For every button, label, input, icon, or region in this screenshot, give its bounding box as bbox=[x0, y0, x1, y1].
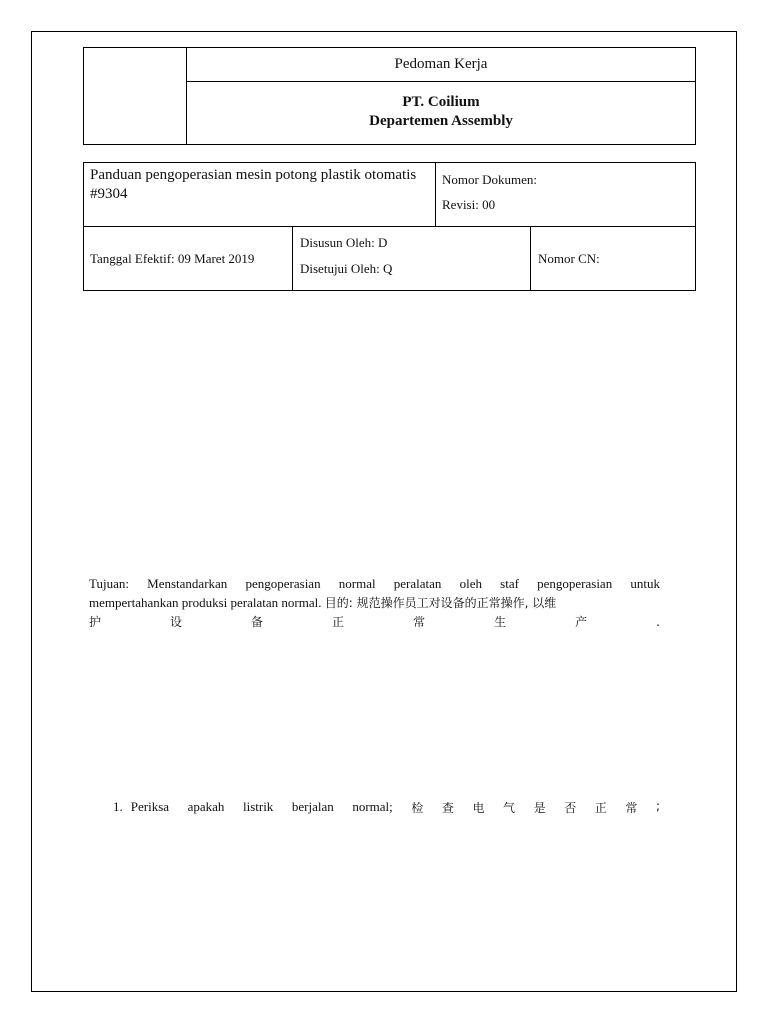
revision-label: Revisi: 00 bbox=[442, 197, 496, 212]
purpose-char: 正 bbox=[332, 615, 345, 629]
department-name: Departemen Assembly bbox=[369, 113, 513, 129]
purpose-line-1: Tujuan: Menstandarkan pengoperasian normal peralatan oleh staf pengoperasian untuk bbox=[89, 576, 660, 591]
purpose-char: 生 bbox=[494, 615, 507, 629]
authors-cell bbox=[294, 227, 531, 290]
company-name: PT. Coilium bbox=[402, 94, 480, 110]
step-char: 否 bbox=[564, 801, 577, 815]
purpose-char: 护 bbox=[89, 615, 102, 629]
step-char: 正 bbox=[594, 801, 607, 815]
purpose-char: 备 bbox=[251, 615, 264, 629]
purpose-char: 常 bbox=[413, 615, 426, 629]
step-char: 常 bbox=[625, 801, 638, 815]
step-number: 1. bbox=[113, 799, 123, 814]
cn-number: Nomor CN: bbox=[538, 250, 600, 266]
step-char: ; bbox=[655, 799, 660, 813]
approved-by: Disetujui Oleh: Q bbox=[300, 261, 393, 276]
header-table bbox=[83, 47, 696, 145]
info-row-1 bbox=[84, 163, 695, 227]
document-number-cell bbox=[437, 163, 695, 226]
document-title: Panduan pengoperasian mesin potong plastik otomatis #9304 bbox=[84, 163, 436, 226]
step-word: berjalan bbox=[291, 799, 334, 814]
purpose-line-2 bbox=[89, 593, 660, 613]
step-char: 检 bbox=[411, 801, 424, 815]
purpose-line-2-latin: mempertahankan produksi peralatan normal. bbox=[89, 595, 322, 610]
step-char: 查 bbox=[441, 801, 454, 815]
purpose-char: 设 bbox=[170, 615, 183, 629]
purpose-line-2-cjk: 目的: 规范操作员工对设备的正常操作, 以维 bbox=[324, 596, 557, 610]
step-char: 是 bbox=[533, 801, 546, 815]
step-word: Periksa bbox=[130, 799, 170, 814]
purpose-char: 产 bbox=[575, 615, 588, 629]
step-char: 气 bbox=[503, 801, 516, 815]
info-row-2 bbox=[84, 227, 695, 290]
effective-date: Tanggal Efektif: 09 Maret 2019 bbox=[84, 227, 293, 290]
logo-cell bbox=[84, 48, 187, 144]
purpose-paragraph bbox=[89, 574, 660, 632]
step-char: 电 bbox=[472, 801, 485, 815]
step-1 bbox=[113, 799, 660, 816]
step-word: apakah bbox=[187, 799, 225, 814]
purpose-line-3 bbox=[89, 613, 660, 632]
document-number-label: Nomor Dokumen: bbox=[442, 172, 537, 187]
purpose-char: . bbox=[656, 615, 660, 629]
company-block bbox=[187, 82, 695, 144]
step-word: normal; bbox=[352, 799, 393, 814]
prepared-by: Disusun Oleh: D bbox=[300, 235, 388, 250]
document-info-table bbox=[83, 162, 696, 291]
step-word: listrik bbox=[242, 799, 274, 814]
step-text bbox=[131, 799, 660, 816]
document-type-title: Pedoman Kerja bbox=[187, 48, 695, 82]
